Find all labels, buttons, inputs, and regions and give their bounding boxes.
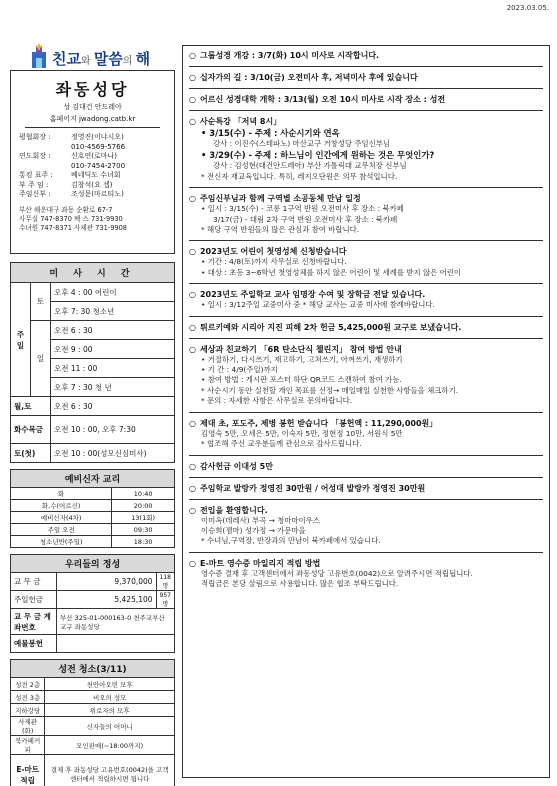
notice-line: * 수녀님,구역장, 반장과의 만남이 북카페에서 있습니다. (201, 536, 381, 546)
notice-line: * 전신자 재교육입니다. 특히, 레지오단원은 의무 참석입니다. (201, 171, 398, 181)
divider (25, 127, 160, 128)
offering-count: 118명 (156, 573, 174, 591)
notice-title: ○ 제대 초, 포도주, 제병 봉헌 받습니다 「봉헌액 : 11,290,000원」 (189, 418, 543, 429)
notice-line: • 참여 방법 : 게시판 포스터 하단 QR코드 스캔하여 참여 가능. (201, 375, 402, 385)
notice-title: ○ 감사헌금 이대성 5만 (189, 461, 543, 472)
account-value: 부산 325-01-000163-0 천주교부산교구 좌동성당 (57, 609, 175, 635)
divider (189, 499, 543, 500)
notice-title: ○ 세상과 친교하기 「6R 탄소단식 챌린지」 참여 방법 안내 (189, 344, 543, 355)
mass-time: 오전 6 : 30 (51, 397, 175, 416)
left-column (10, 18, 175, 786)
notice-line: 이승희(젬마) 성가정 → 가문마을 (201, 525, 306, 535)
notice-title: ○ 2023년도 어린이 첫영성체 신청받습니다 (189, 246, 543, 257)
mass-time: 오전 9 : 00 (51, 340, 175, 359)
mass-time: 오후 4 : 00 어린이 (51, 283, 175, 302)
notice-line: * 사순시기 동안 실천할 개인 목표를 선정→ 매일매일 실천한 사항들을 체크하기. (201, 385, 459, 395)
offering-label: 주일헌금 (11, 591, 57, 609)
notice-title: ○ 튀르키예와 시리아 지진 피해 2차 헌금 5,425,000원 교구로 보냈습니다. (189, 322, 543, 333)
notice-item (189, 246, 543, 278)
weekday-label: 토(첫) (11, 444, 51, 463)
sunday-label: 주일 (11, 283, 31, 397)
notice-item (189, 461, 543, 472)
notices-panel (182, 45, 550, 778)
parish-patron: 성 김대건 안드레아 (63, 103, 122, 111)
notice-line: • 일시 : 3/15(수) - 코롱 1구역 반원 오전미사 후 장소 : 북카페 (201, 204, 404, 214)
notice-title: ○ 주임신부님과 함께 구역별 소공동체 만남 일정 (189, 193, 543, 204)
table-cell: 화 (11, 488, 112, 500)
catechumen-table (10, 469, 175, 548)
notice-item (189, 505, 543, 547)
divider (189, 455, 543, 456)
table-cell: 사제관(화) (11, 717, 45, 736)
table-cell: 모인판매(~18:00까지) (45, 736, 175, 755)
table-cell: 비오의 성모 (45, 691, 175, 704)
notice-line: • 기 간 : 4/9(주일)까지 (201, 365, 278, 375)
divider (189, 477, 543, 478)
notice-line: 이미옥(데레사) 부곡 → 청마마이우스 (201, 515, 320, 525)
catechumen-title: 예비신자 교리 (11, 470, 175, 488)
notice-line: • 대상 : 초등 3~6학년 첫영성체를 하지 않은 어린이 및 세례를 받지 않은 어린이 (201, 267, 462, 277)
staff-row: 통킹 표주 : 베네딕도 수녀회 (19, 171, 121, 179)
notice-line: 강사 : 이진수(스테파노) 마산교구 거창성당 주임신부님 (213, 139, 391, 148)
emart-label: E-마트 적립 (11, 755, 45, 786)
divider (189, 552, 543, 553)
notice-item (189, 322, 543, 333)
parish-title: 좌동성당 (55, 80, 130, 99)
notice-line: 강사 : 김성현(대건안드레아) 부산 가톨릭대 교무처장 신부님 (213, 161, 407, 171)
table-cell: 예비신자(4차) (11, 512, 112, 524)
table-cell: 13(1회) (112, 512, 175, 524)
notice-item (189, 418, 543, 450)
saturday-label: 토 (31, 283, 51, 321)
staff-row: 주임신부 : 조성문(마르티노) (19, 190, 124, 198)
divider (189, 187, 543, 188)
divider (189, 412, 543, 413)
notice-title: ○ 주임학교 발랑카 정영진 30만원 / 어성대 발랑카 정영진 30만원 (189, 483, 543, 494)
notice-title: ○ 2023년도 주일학교 교사 임명장 수여 및 장학금 전달 있습니다. (189, 289, 543, 300)
table-cell: 20:00 (112, 500, 175, 512)
notice-line: • 3/29(수) - 주제 : 하느님이 인간에게 원하는 것은 무엇인가? (201, 150, 435, 161)
offering-amount: 5,425,100 (57, 591, 157, 609)
cleaning-table (10, 659, 175, 786)
notice-line: • 일시 : 3/12주일 교중미사 중 * 해당 교사는 교중 미사에 참례바랍니다. (201, 300, 435, 310)
mass-time: 오전 6 : 30 (51, 321, 175, 340)
table-cell: 청소년반(주일) (11, 536, 112, 548)
notice-title: ○ 전입을 환영합니다. (189, 505, 543, 516)
mass-schedule-table (10, 262, 175, 463)
staff-row: 010-4569-5766 (71, 142, 126, 151)
cleaning-title: 성전 청소(3/11) (11, 660, 175, 678)
parish-address: 부산 해운대구 좌동 순환로 67-7 사무실 747-8370 팩 스 731-9930 수녀원 747-8371 사제관 731-9908 (19, 205, 127, 232)
notice-line: * 협조해 주신 교우분들께 관심으로 감사드립니다. (201, 439, 362, 449)
divider (189, 110, 543, 111)
divider (189, 240, 543, 241)
notice-item (189, 193, 543, 235)
offering-table (10, 554, 175, 653)
staff-list (11, 131, 174, 202)
table-cell: 화,수(어르신) (11, 500, 112, 512)
staff-row: 010-7454-2700 (71, 161, 126, 170)
parish-info-box (10, 70, 175, 254)
offering-amount: 9,370,000 (57, 573, 157, 591)
notice-line: 적립금은 본당 살림으로 사용합니다. 많은 협조 부탁드립니다. (201, 579, 399, 589)
notice-title: ○ 사순특강 「저녁 8시」 (189, 116, 543, 127)
mass-time: 오후 7: 30 청소년 (51, 302, 175, 321)
table-cell: 성전 2층 (11, 678, 45, 691)
mass-schedule-title: 미 사 시 간 (11, 263, 175, 283)
notice-title: ○ E-마트 영수증 마일리지 적립 방법 (189, 558, 543, 569)
notice-title: ○ 그룹성경 개강 : 3/7(화) 10시 미사로 시작합니다. (189, 50, 543, 61)
notice-item (189, 116, 543, 182)
memo-label: 예물봉헌 (11, 635, 57, 653)
table-cell: 북카페커피 (11, 736, 45, 755)
church-logo-icon (30, 44, 48, 68)
table-cell: 위로자의 모후 (45, 704, 175, 717)
year-slogan: 친교와 말씀의 해 (52, 50, 151, 68)
divider (189, 88, 543, 89)
sunday-day-label: 일 (31, 321, 51, 397)
table-cell: 09:30 (112, 524, 175, 536)
table-cell: 성전 3층 (11, 691, 45, 704)
notice-item (189, 558, 543, 590)
notice-item (189, 72, 543, 83)
mass-time: 오전 10 : 00(성모신심미사) (51, 444, 175, 463)
mass-time: 오전 11 : 00 (51, 359, 175, 378)
notice-item (189, 483, 543, 494)
divider (189, 338, 543, 339)
notice-line: 영수증 결재 후 고객센터에서 좌동성당 고유번호(0042)으로 알려주시면 적립됩니다. (201, 568, 473, 578)
table-cell: 주일 오전 (11, 524, 112, 536)
offering-label: 교 무 금 (11, 573, 57, 591)
divider (189, 66, 543, 67)
table-cell: 천안아오빈 모후 (45, 678, 175, 691)
staff-row: 평협회장 : 정영진(이냐시오) (19, 133, 124, 141)
parish-homepage[interactable]: 홈페이지 jwadong.catb.kr (49, 115, 136, 123)
offering-title: 우리들의 정성 (11, 555, 175, 573)
notice-item (189, 94, 543, 105)
staff-row: 부 주 임 : 김창석(요 셉) (19, 180, 113, 189)
notice-title: ○ 어르신 성경대학 개학 : 3/13(월) 오전 10시 미사로 시작 장소 : 성전 (189, 94, 543, 105)
memo-value (57, 635, 175, 653)
table-cell: 신자들의 어머니 (45, 717, 175, 736)
mass-time: 오전 10 : 00, 오후 7:30 (51, 416, 175, 444)
emart-value: 결제 후 좌동성당 고유번호(0042)을 고객센터에서 적립하시면 됩니다 (45, 755, 175, 786)
divider (189, 283, 543, 284)
bulletin-date: 2023.03.05. (506, 4, 549, 12)
notice-line: • 기간 : 4/8(토)까지 사무실로 신청바랍니다. (201, 257, 347, 267)
banner (10, 18, 175, 70)
divider (189, 316, 543, 317)
notice-title: ○ 십자가의 길 : 3/10(금) 오전미사 후, 저녁미사 후에 있습니다 (189, 72, 543, 83)
notice-line: 김영숙 5만, 오세은 5만, 이숙자 5만, 정현정 10만, 서원식 5만 (201, 428, 403, 438)
notice-line: * 문의 : 자세한 사항은 사무실로 문의바랍니다. (201, 396, 353, 406)
notice-item (189, 50, 543, 61)
notice-line: 3/17(금) - 대림 2차 구역 반원 오전미사 후 장소 : 북카페 (213, 214, 398, 224)
weekday-label: 화수목금 (11, 416, 51, 444)
notice-item (189, 289, 543, 310)
mass-time: 오후 7 : 30 청 년 (51, 378, 175, 397)
table-cell: 18:30 (112, 536, 175, 548)
notice-line: * 해당 구역 반원들의 많은 관심과 참여 바랍니다. (201, 225, 360, 235)
offering-count: 957명 (156, 591, 174, 609)
account-label: 교 무 금 계좌번호 (11, 609, 57, 635)
table-cell: 지하강당 (11, 704, 45, 717)
notice-line: • 3/15(수) - 주제 : 사순시기와 연옥 (201, 128, 340, 138)
staff-row: 연도회장 : 신호연(로마나) (19, 152, 118, 160)
notice-item (189, 344, 543, 407)
notice-line: • 거절하기, 다시쓰기, 재고하기, 고쳐쓰기, 아껴쓰기, 재생하기 (201, 354, 403, 364)
weekday-label: 월,토 (11, 397, 51, 416)
table-cell: 10:40 (112, 488, 175, 500)
